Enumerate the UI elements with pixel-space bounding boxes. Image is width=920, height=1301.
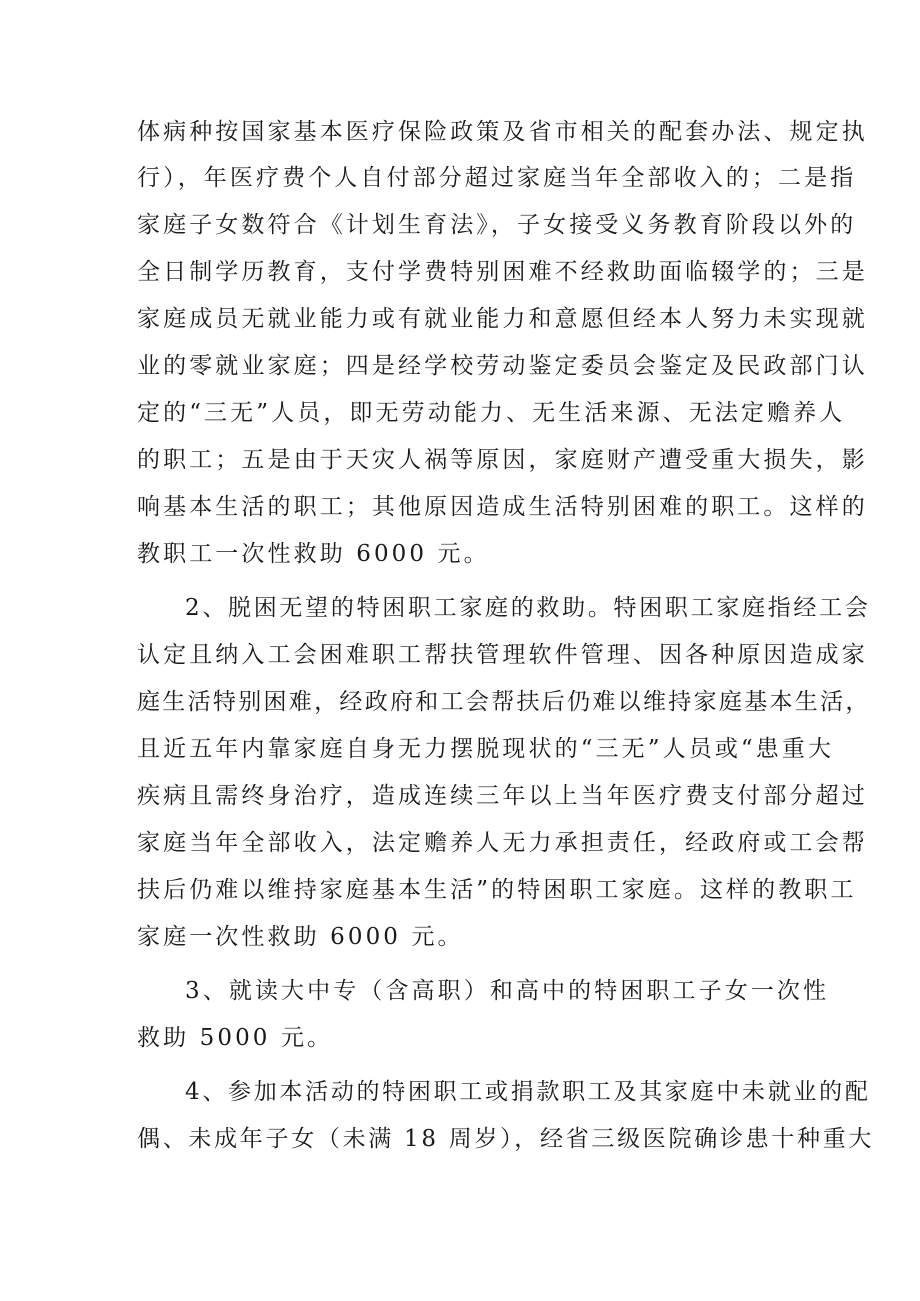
text-line: 且近五年内靠家庭自身无力摆脱现状的“三无”人员或“患重大 (137, 736, 835, 762)
text-line: 3、就读大中专（含高职）和高中的特困职工子女一次性 (185, 978, 830, 1004)
text-line: 教职工一次性救助 6000 元。 (137, 541, 490, 567)
text-line: 定的“三无”人员，即无劳动能力、无生活来源、无法定赡养人 (137, 400, 846, 426)
text-line: 救助 5000 元。 (137, 1025, 334, 1051)
text-line: 响基本生活的职工；其他原因造成生活特别困难的职工。这样的 (137, 494, 868, 520)
text-line: 行），年医疗费个人自付部分超过家庭当年全部收入的；二是指 (137, 165, 857, 191)
text-line: 全日制学历教育，支付学费特别困难不经救助面临辍学的；三是 (137, 259, 868, 285)
text-line: 2、脱困无望的特困职工家庭的救助。特困职工家庭指经工会 (185, 595, 871, 621)
text-line: 庭生活特别困难，经政府和工会帮扶后仍难以维持家庭基本生活， (137, 689, 871, 715)
text-line: 家庭成员无就业能力或有就业能力和意愿但经本人努力未实现就 (137, 306, 868, 332)
text-line: 的职工；五是由于天灾人祸等原因，家庭财产遭受重大损失，影 (137, 447, 868, 473)
text-line: 疾病且需终身治疗，造成连续三年以上当年医疗费支付部分超过 (137, 783, 868, 809)
text-line: 家庭子女数符合《计划生育法》，子女接受义务教育阶段以外的 (137, 212, 857, 238)
text-line: 体病种按国家基本医疗保险政策及省市相关的配套办法、规定执 (137, 119, 868, 145)
text-line: 业的零就业家庭；四是经学校劳动鉴定委员会鉴定及民政部门认 (137, 353, 868, 379)
text-line: 家庭一次性救助 6000 元。 (137, 924, 464, 950)
text-line: 扶后仍难以维持家庭基本生活”的特困职工家庭。这样的教职工 (137, 877, 857, 903)
text-line: 认定且纳入工会困难职工帮扶管理软件管理、因各种原因造成家 (137, 642, 868, 668)
text-line: 偶、未成年子女（未满 18 周岁），经省三级医院确诊患十种重大 (137, 1126, 875, 1152)
text-line: 4、参加本活动的特困职工或捐款职工及其家庭中未就业的配 (185, 1079, 871, 1105)
text-line: 家庭当年全部收入，法定赡养人无力承担责任，经政府或工会帮 (137, 830, 868, 856)
